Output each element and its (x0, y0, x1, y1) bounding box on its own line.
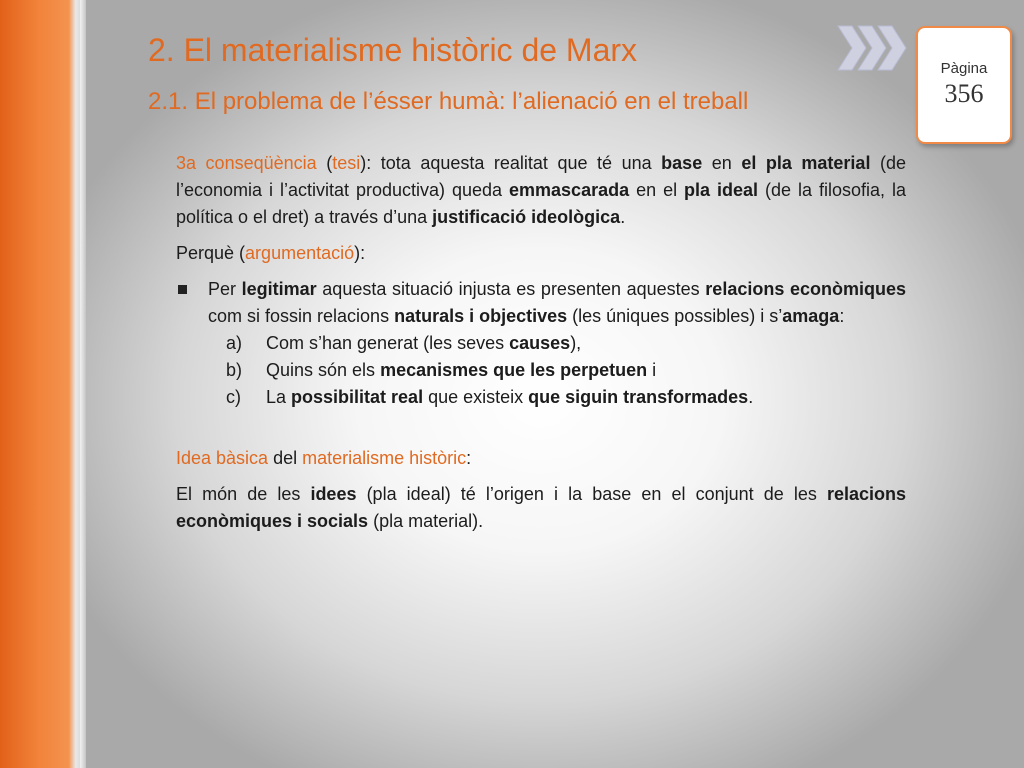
bullet-item (176, 276, 906, 330)
text: (de l’economia i l’activitat productiva) queda (176, 153, 907, 200)
text: Com s’han generat (les seves (266, 333, 510, 353)
text-bold: emmascarada (509, 180, 630, 200)
text-bold: idees (310, 484, 357, 504)
list-item-a (176, 330, 906, 357)
text: que existeix (423, 387, 529, 407)
sidebar-accent-bar (0, 0, 86, 768)
text: Quins són els (266, 360, 381, 380)
text-historical-materialism-label: materialisme històric (302, 448, 467, 468)
text: . (748, 387, 754, 407)
text: La (266, 387, 292, 407)
page-number: 356 (944, 79, 984, 108)
text-bold: causes (509, 333, 571, 353)
text-bold: pla ideal (684, 180, 759, 200)
text-bold: relacions econòmiques (705, 279, 906, 299)
square-bullet-icon (178, 285, 187, 294)
list-letter: c) (226, 387, 241, 407)
paragraph-argument (176, 240, 906, 267)
text: aquesta situació injusta es presenten aquestes (316, 279, 706, 299)
paragraph-consequence (176, 150, 906, 231)
text-consequence-label: 3a conseqüència (176, 153, 317, 173)
paragraph-basic-idea (176, 445, 906, 472)
text-bold: amaga (782, 306, 840, 326)
text-bold: relacions econòmiques i socials (176, 484, 906, 531)
text: Per (208, 279, 242, 299)
text: ( (316, 153, 333, 173)
text: en (702, 153, 742, 173)
text-bold: base (661, 153, 703, 173)
slide-subtitle: 2.1. El problema de l’ésser humà: l’alienació en el treball (148, 88, 749, 115)
text: Perquè ( (176, 243, 246, 263)
text: (les úniques possibles) i s’ (567, 306, 783, 326)
chevrons-icon (836, 22, 916, 74)
text-argument-label: argumentació (245, 243, 355, 263)
slide-content (176, 150, 906, 535)
list-letter: a) (226, 333, 243, 353)
text: : (839, 306, 845, 326)
page-number-box (916, 26, 1012, 144)
list-letter: b) (226, 360, 243, 380)
text: ), (570, 333, 582, 353)
text-bold: mecanismes que les perpetuen (380, 360, 648, 380)
text: (de la filosofia, la política o el dret) a través d’una (176, 180, 906, 227)
text-bold: naturals i objectives (394, 306, 568, 326)
text: : (466, 448, 472, 468)
list-item-c (176, 384, 906, 411)
text-bold: justificació ideològica (432, 207, 621, 227)
text-bold: possibilitat real (291, 387, 424, 407)
text-bold: el pla material (741, 153, 871, 173)
text: (pla ideal) té l’origen i la base en el conjunt de les (356, 484, 827, 504)
text: . (620, 207, 626, 227)
text: (pla material). (368, 511, 484, 531)
paragraph-world-of-ideas (176, 481, 906, 535)
page-label: Pàgina (940, 60, 988, 77)
text: ): (354, 243, 366, 263)
text-bold: legitimar (241, 279, 317, 299)
text: ): tota aquesta realitat que té una (360, 153, 662, 173)
text-basic-idea-label: Idea bàsica (176, 448, 269, 468)
text: i (647, 360, 657, 380)
text-thesis-label: tesi (332, 153, 361, 173)
text: del (268, 448, 303, 468)
list-item-b (176, 357, 906, 384)
text: com si fossin relacions (208, 306, 395, 326)
text: en el (629, 180, 685, 200)
text: El món de les (176, 484, 311, 504)
slide-title: 2. El materialisme històric de Marx (148, 32, 638, 68)
text-bold: que siguin transformades (528, 387, 749, 407)
